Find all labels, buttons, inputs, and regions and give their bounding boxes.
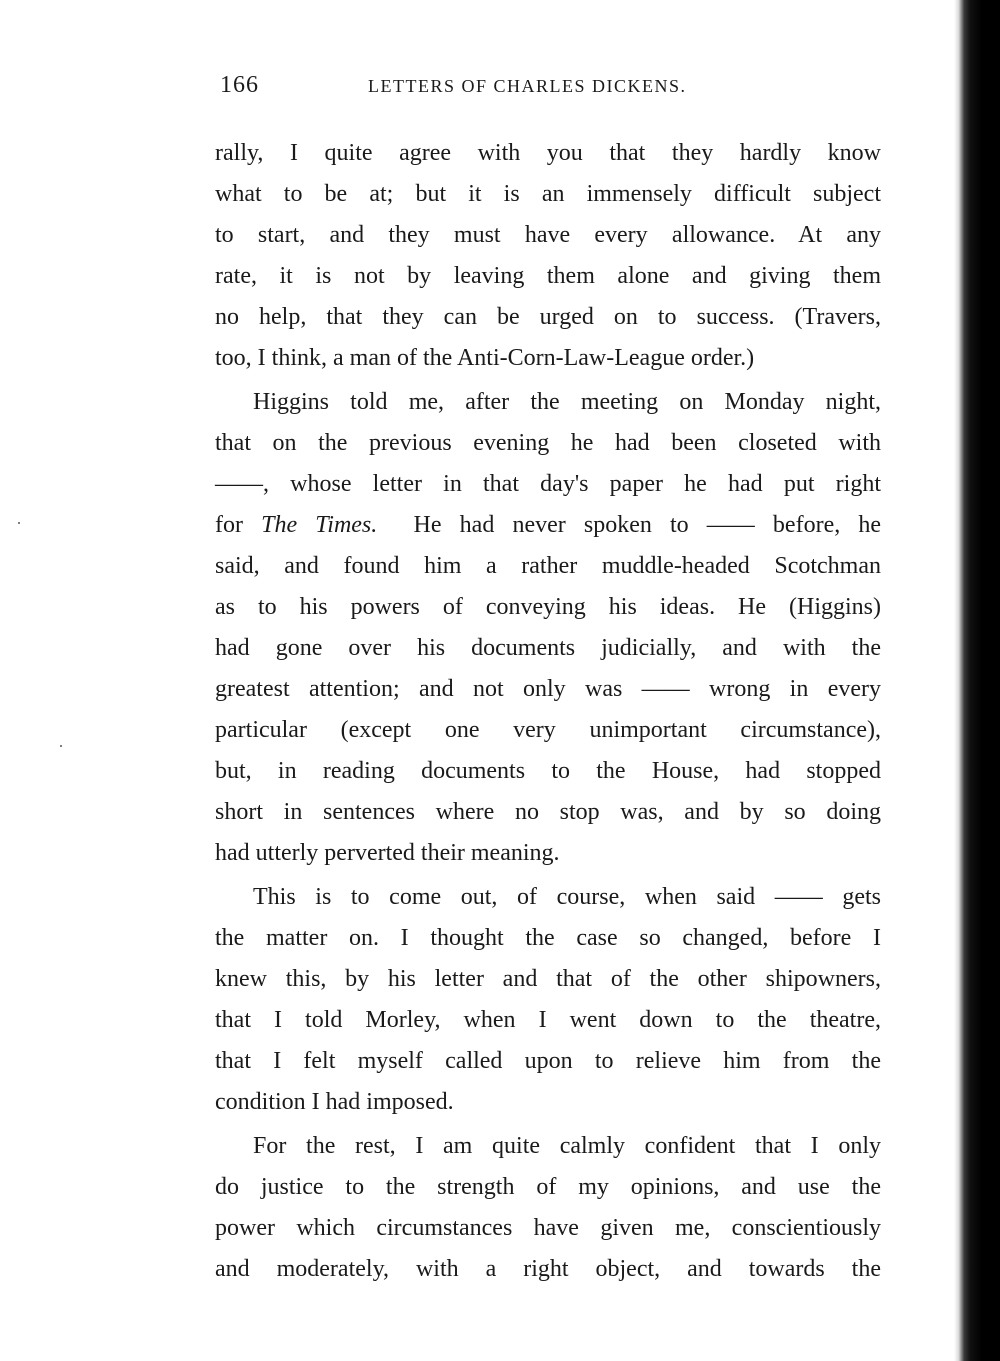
- text-line: what to be at; but it is an immensely difficult subject: [215, 181, 881, 207]
- text-line: said, and found him a rather muddle-headed Scotchman: [215, 553, 881, 579]
- text-line: condition I had imposed.: [215, 1089, 454, 1115]
- text-line: as to his powers of conveying his ideas. He (Higgins): [215, 594, 881, 620]
- text-line: particular (except one very unimportant circumstance),: [215, 717, 881, 743]
- text-line: but, in reading documents to the House, had stopped: [215, 758, 881, 784]
- page-header: [220, 72, 860, 108]
- text-line: power which circumstances have given me, conscientiously: [215, 1215, 881, 1241]
- text-line: and moderately, with a right object, and towards the: [215, 1256, 881, 1282]
- scan-speck: [18, 522, 20, 524]
- text-line: that I felt myself called upon to relieve him from the: [215, 1048, 881, 1074]
- scan-speck: [60, 745, 62, 747]
- text-fragment: He had never spoken to —— before, he: [413, 512, 882, 538]
- text-line: Higgins told me, after the meeting on Monday night,: [253, 389, 881, 415]
- text-line: the matter on. I thought the case so changed, before I: [215, 925, 881, 951]
- running-head: LETTERS OF CHARLES DICKENS.: [368, 76, 687, 96]
- page-number: 166: [220, 72, 259, 98]
- text-line: rate, it is not by leaving them alone and giving them: [215, 263, 881, 289]
- text-line: This is to come out, of course, when said —— gets: [253, 884, 881, 910]
- text-line: short in sentences where no stop was, and by so doing: [215, 799, 881, 825]
- text-line: had utterly perverted their meaning.: [215, 840, 560, 866]
- text-line: had gone over his documents judicially, and with the: [215, 635, 881, 661]
- text-line: ——, whose letter in that day's paper he had put right: [215, 471, 881, 497]
- text-line: that I told Morley, when I went down to the theatre,: [215, 1007, 881, 1033]
- book-binding-edge: [954, 0, 1000, 1361]
- text-line: rally, I quite agree with you that they hardly know: [215, 140, 881, 166]
- text-line: to start, and they must have every allowance. At any: [215, 222, 881, 248]
- text-line: that on the previous evening he had been closeted with: [215, 430, 881, 456]
- text-line: [215, 505, 881, 546]
- text-line: do justice to the strength of my opinions, and use the: [215, 1174, 881, 1200]
- text-line: knew this, by his letter and that of the other shipowners,: [215, 966, 881, 992]
- body-text: [215, 133, 881, 1290]
- text-fragment: for: [215, 512, 262, 538]
- text-line: no help, that they can be urged on to success. (Travers,: [215, 304, 881, 330]
- text-line: too, I think, a man of the Anti-Corn-Law-League order.): [215, 345, 755, 371]
- italic-title: The Times.: [261, 512, 378, 538]
- text-line: greatest attention; and not only was —— wrong in every: [215, 676, 881, 702]
- text-line: For the rest, I am quite calmly confident that I only: [253, 1133, 881, 1159]
